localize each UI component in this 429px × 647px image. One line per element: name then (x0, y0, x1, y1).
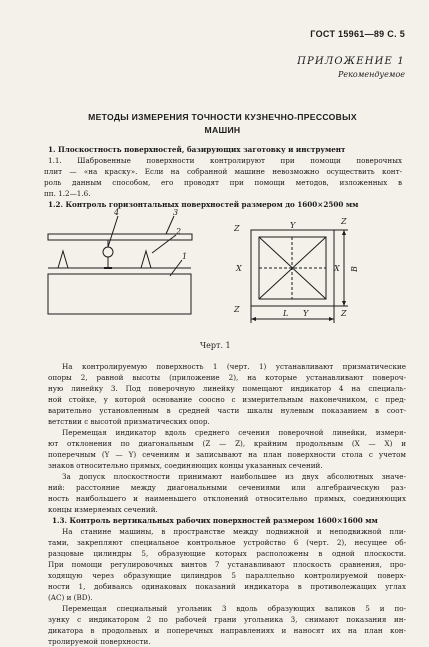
p1-1-line: роль данным способом, его проводят при помощи методов, изложенных в (44, 178, 402, 187)
body-text (48, 361, 406, 646)
label-x: X (236, 264, 242, 273)
figure-caption: Черт. 1 (200, 341, 231, 350)
controlled-surface (48, 274, 191, 314)
paragraph-line: За допуск плоскостности принимают наибольшее из двух абсолютных значе- (62, 472, 406, 481)
paragraph-line: ветствии с высотой призматических опор. (48, 417, 210, 426)
paragraph-line: варительно установленным в средней части шкалы нулевым показанием в соот- (48, 406, 406, 415)
paragraph-line: Перемещая индикатор вдоль среднего сечения поверочной линейки, измеря- (62, 428, 406, 437)
paragraph-line: На контролируемую поверхность 1 (черт. 1) устанавливают призматические (62, 362, 406, 371)
label-z: Z (234, 224, 240, 233)
paragraph-line: ную линейку 3. Под поверочную линейку помещают индикатор 4 на специаль- (48, 384, 406, 393)
label-y: Y (290, 221, 296, 230)
label-x: X (334, 264, 340, 273)
paragraph-line: ний: расстояние между диагональными сечениями или алгебраическую раз- (48, 483, 406, 492)
paragraph-line: При помощи регулировочных винтов 7 устанавливают плоскость сравнения, про- (48, 560, 406, 569)
paragraph-line: разцовые цилиндры 5, образующие которых расположены в одной плоскости. (48, 549, 406, 558)
title-line-2: МАШИН (204, 125, 241, 135)
paragraph-line: ность наибольшего и наименьшего отклонений относительно прямых, соединяющих (48, 494, 406, 503)
recommended-label: Рекомендуемое (338, 70, 405, 79)
paragraph-line: поперечным (Y — Y) сечениям и записывают на план поверхности стола с учетом (48, 450, 406, 459)
label-y: Y (303, 309, 309, 318)
label-indicator: 4 (114, 208, 120, 217)
section-1-heading: 1. Плоскостность поверхностей, базирующих заготовку и инструмент (48, 145, 346, 154)
p1-1-line: пп. 1.2—1.6. (44, 189, 91, 198)
p1-2-heading: 1.2. Контроль горизонтальных поверхностей размером до 1600×2500 мм (48, 200, 359, 209)
label-z: Z (234, 305, 240, 314)
paragraph-line: ходящую через образующие цилиндров 5 параллельно контролируемой поверх- (48, 571, 406, 580)
paragraph-line: ности 1, добиваясь одинаковых показаний индикатора в противолежащих углах (48, 582, 406, 591)
prismatic-support-right (141, 251, 151, 268)
label-z: Z (341, 217, 347, 226)
label-b: В (350, 266, 359, 272)
paragraph-line: тролируемой поверхности. (48, 637, 151, 646)
paragraph-line: тами, закрепляют специальное контрольное устройство 6 (черт. 2), несущее об- (48, 538, 406, 547)
standard-number: ГОСТ 15961—89 С. 5 (310, 29, 405, 39)
label-z: Z (341, 309, 347, 318)
label-l: L (283, 309, 289, 318)
prismatic-support-left (58, 251, 68, 268)
p1-1-line: 1.1. Шабровенные поверхности контролируют при помощи поверочных (48, 156, 402, 165)
paragraph-line: ной стойке, у которой основание соосно с измерительным наконечником, с пред- (48, 395, 406, 404)
paragraph-line: дикатора в продольных и поперечных направлениях и наносят их на план кон- (48, 626, 406, 635)
paragraph-line: знаков относительно прямых, соединяющих концы указанных сечений. (48, 461, 323, 470)
paragraph-line: На станине машины, в пространстве между подвижной и неподвижной пли- (62, 527, 406, 536)
label-straight-edge: 3 (173, 208, 179, 217)
p1-1-line: плит — «на краску». Если на собранной машине невозможно осуществить конт- (44, 167, 402, 176)
paragraph-line: Перемещая специальный угольник 3 вдоль образующих валиков 5 и по- (62, 604, 406, 613)
title-line-1: МЕТОДЫ ИЗМЕРЕНИЯ ТОЧНОСТИ КУЗНЕЧНО-ПРЕССОВЫХ (88, 112, 357, 122)
p1-3-heading: 1.3. Контроль вертикальных рабочих поверхностей размером 1600×1600 мм (52, 516, 378, 525)
paragraph-line: зунку с индикатором 2 по рабочей грани угольника 3, снимают показания ин- (48, 615, 406, 624)
paragraph-line: ют отклонения по диагональным (Z — Z), крайним продольным (X — X) и (48, 439, 406, 448)
label-surface: 1 (182, 252, 188, 261)
paragraph-line: опоры 2, равной высоты (приложение 2), на которые устанавливают повероч- (48, 373, 406, 382)
paragraph-line: (AC) и (BD). (48, 593, 93, 602)
appendix-label: ПРИЛОЖЕНИЕ 1 (297, 56, 405, 67)
paragraph-line: концы измеряемых сечений. (48, 505, 158, 514)
label-support: 2 (176, 227, 182, 236)
indicator (103, 247, 113, 257)
